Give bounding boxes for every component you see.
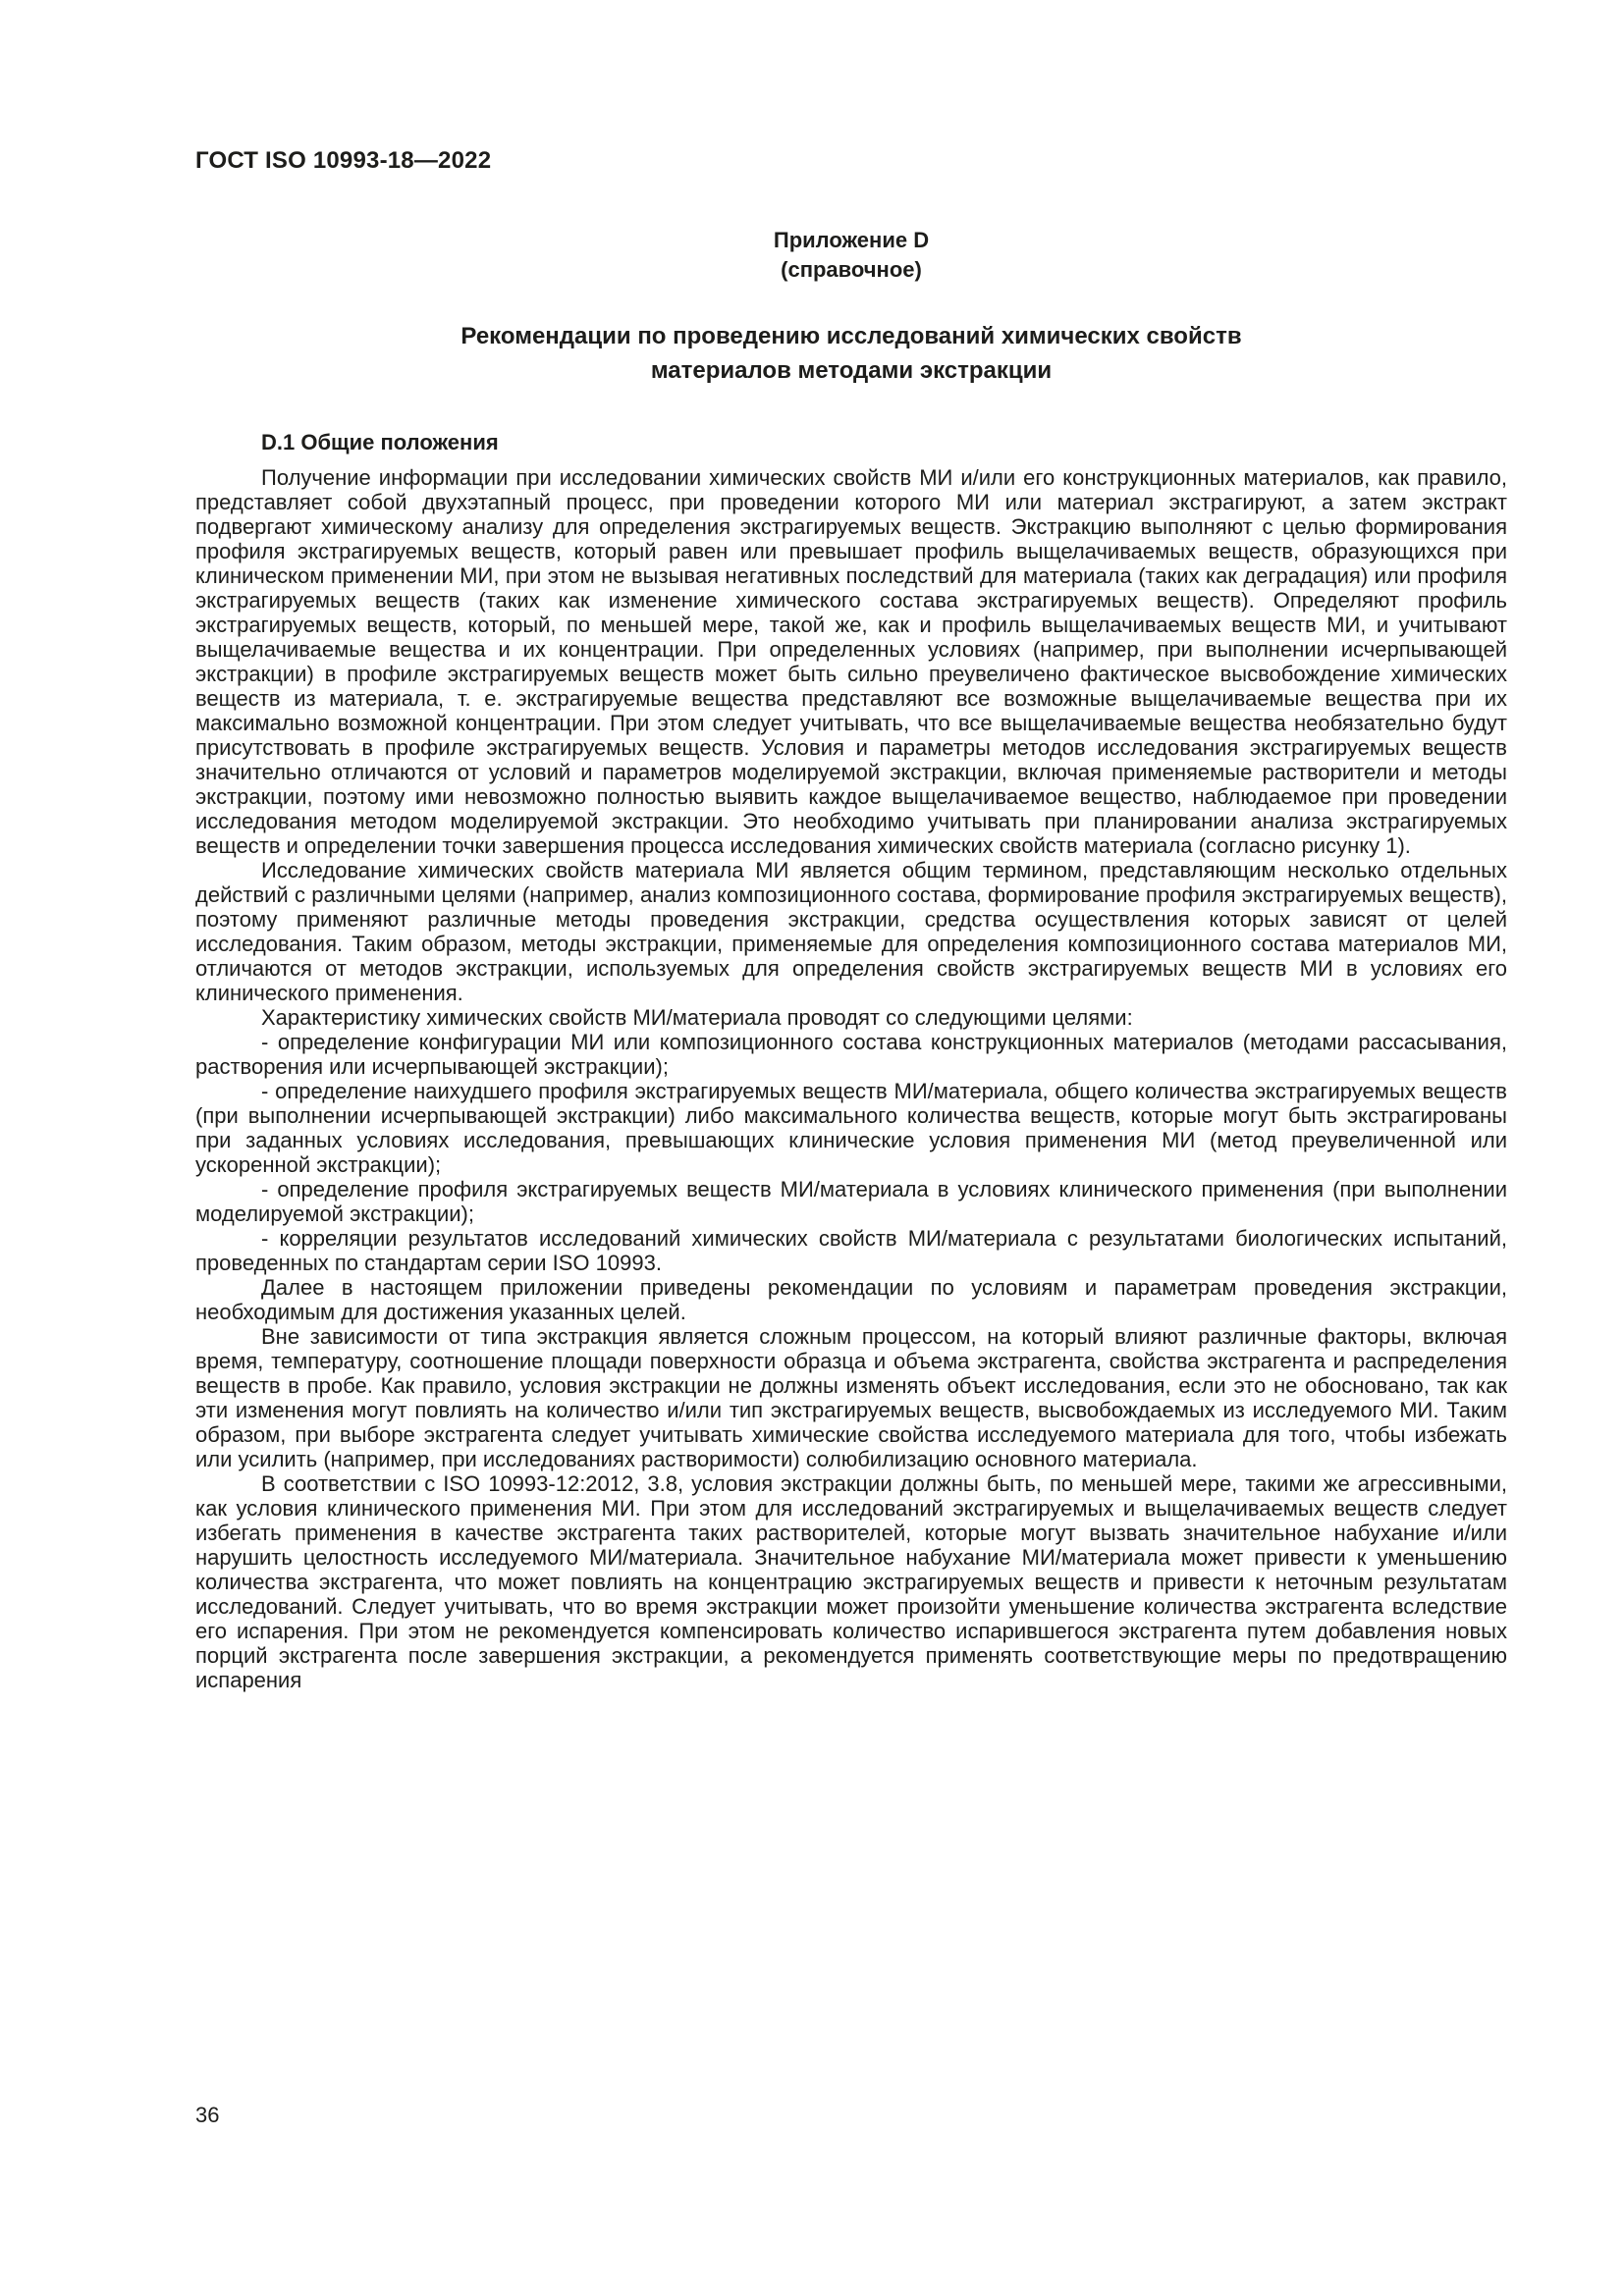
appendix-title bbox=[195, 319, 1507, 388]
list-item: - корреляции результатов исследований химических свойств МИ/материала с результатами биологических испытаний, проведенных по стандартам серии ISO 10993. bbox=[195, 1226, 1507, 1275]
list-item: - определение конфигурации МИ или композиционного состава конструкционных материалов (методами рассасывания, растворения или исчерпывающей экстракции); bbox=[195, 1030, 1507, 1079]
list-item: - определение наихудшего профиля экстрагируемых веществ МИ/материала, общего количества экстрагируемых веществ (при выполнении исчерпывающей экстракции) либо максимального количества веществ, которые могут быть экстрагированы при заданных условиях исследования, превышающих клинические условия применения МИ (метод преувеличенной или ускоренной экстракции); bbox=[195, 1079, 1507, 1177]
paragraph: В соответствии с ISO 10993-12:2012, 3.8, условия экстракции должны быть, по меньшей мере, такими же агрессивными, как условия клинического применения МИ. При этом для исследований экстрагируемых и выщелачиваемых веществ следует избегать применения в качестве экстрагента таких растворителей, которые могут вызвать значительное набухание и/или нарушить целостность исследуемого МИ/материала. Значительное набухание МИ/материала может привести к уменьшению количества экстрагента, что может повлиять на концентрацию экстрагируемых веществ и привести к неточным результатам исследований. Следует учитывать, что во время экстракции может произойти уменьшение количества экстрагента вследствие его испарения. При этом не рекомендуется компенсировать количество испарившегося экстрагента путем добавления новых порций экстрагента после завершения экстракции, а рекомендуется применять соответствующие меры по предотвращению испарения bbox=[195, 1471, 1507, 1692]
title-line-1: Рекомендации по проведению исследований химических свойств bbox=[460, 323, 1242, 349]
section-heading: D.1 Общие положения bbox=[261, 430, 499, 454]
list-item: - определение профиля экстрагируемых веществ МИ/материала в условиях клинического применения (при выполнении моделируемой экстракции); bbox=[195, 1177, 1507, 1226]
paragraph: Характеристику химических свойств МИ/материала проводят со следующими целями: bbox=[261, 1005, 1133, 1030]
page-number: 36 bbox=[195, 2103, 220, 2127]
standard-number-header: ГОСТ ISO 10993-18—2022 bbox=[195, 147, 492, 174]
paragraph: Далее в настоящем приложении приведены рекомендации по условиям и параметрам проведения экстракции, необходимым для достижения указанных целей. bbox=[195, 1275, 1507, 1324]
body-text bbox=[195, 465, 1507, 1692]
paragraph: Вне зависимости от типа экстракция является сложным процессом, на который влияют различные факторы, включая время, температуру, соотношение площади поверхности образца и объема экстрагента, свойства экстрагента и распределения веществ в пробе. Как правило, условия экстракции не должны изменять объект исследования, если это не обосновано, так как эти изменения могут повлиять на количество и/или тип экстрагируемых веществ, высвобождаемых из исследуемого МИ. Таким образом, при выборе экстрагента следует учитывать химические свойства исследуемого материала для того, чтобы избежать или усилить (например, при исследованиях растворимости) солюбилизацию основного материала. bbox=[195, 1324, 1507, 1471]
paragraph: Получение информации при исследовании химических свойств МИ и/или его конструкционных материалов, как правило, представляет собой двухэтапный процесс, при проведении которого МИ или материал экстрагируют, а затем экстракт подвергают химическому анализу для определения экстрагируемых веществ. Экстракцию выполняют с целью формирования профиля экстрагируемых веществ, который равен или превышает профиль выщелачиваемых веществ, образующихся при клиническом применении МИ, при этом не вызывая негативных последствий для материала (таких как деградация) или профиля экстрагируемых веществ (таких как изменение химического состава экстрагируемых веществ). Определяют профиль экстрагируемых веществ, который, по меньшей мере, такой же, как и профиль выщелачиваемых веществ МИ, и учитывают выщелачиваемые вещества и их концентрации. При определенных условиях (например, при выполнении исчерпывающей экстракции) в профиле экстрагируемых веществ может быть сильно преувеличено фактическое высвобождение химических веществ из материала, т. е. экстрагируемые вещества представляют все возможные выщелачиваемые вещества при их максимально возможной концентрации. При этом следует учитывать, что все выщелачиваемые вещества необязательно будут присутствовать в профиле экстрагируемых веществ. Условия и параметры методов исследования экстрагируемых веществ значительно отличаются от условий и параметров моделируемой экстракции, включая применяемые растворители и методы экстракции, поэтому ими невозможно полностью выявить каждое выщелачиваемое вещество, наблюдаемое при проведении исследования методом моделируемой экстракции. Это необходимо учитывать при планировании анализа экстрагируемых веществ и определении точки завершения процесса исследования химических свойств материала (согласно рисунку 1). bbox=[195, 465, 1507, 858]
appendix-label: Приложение D bbox=[773, 228, 930, 252]
appendix-heading bbox=[195, 226, 1507, 285]
paragraph: Исследование химических свойств материала МИ является общим термином, представляющим несколько отдельных действий с различными целями (например, анализ композиционного состава, формирование профиля экстрагируемых веществ), поэтому применяют различные методы проведения экстракции, средства осуществления которых зависят от целей исследования. Таким образом, методы экстракции, применяемые для определения композиционного состава материалов МИ, отличаются от методов экстракции, используемых для определения свойств экстрагируемых веществ МИ в условиях его клинического применения. bbox=[195, 858, 1507, 1005]
appendix-type: (справочное) bbox=[781, 257, 922, 282]
title-line-2: материалов методами экстракции bbox=[650, 357, 1053, 384]
